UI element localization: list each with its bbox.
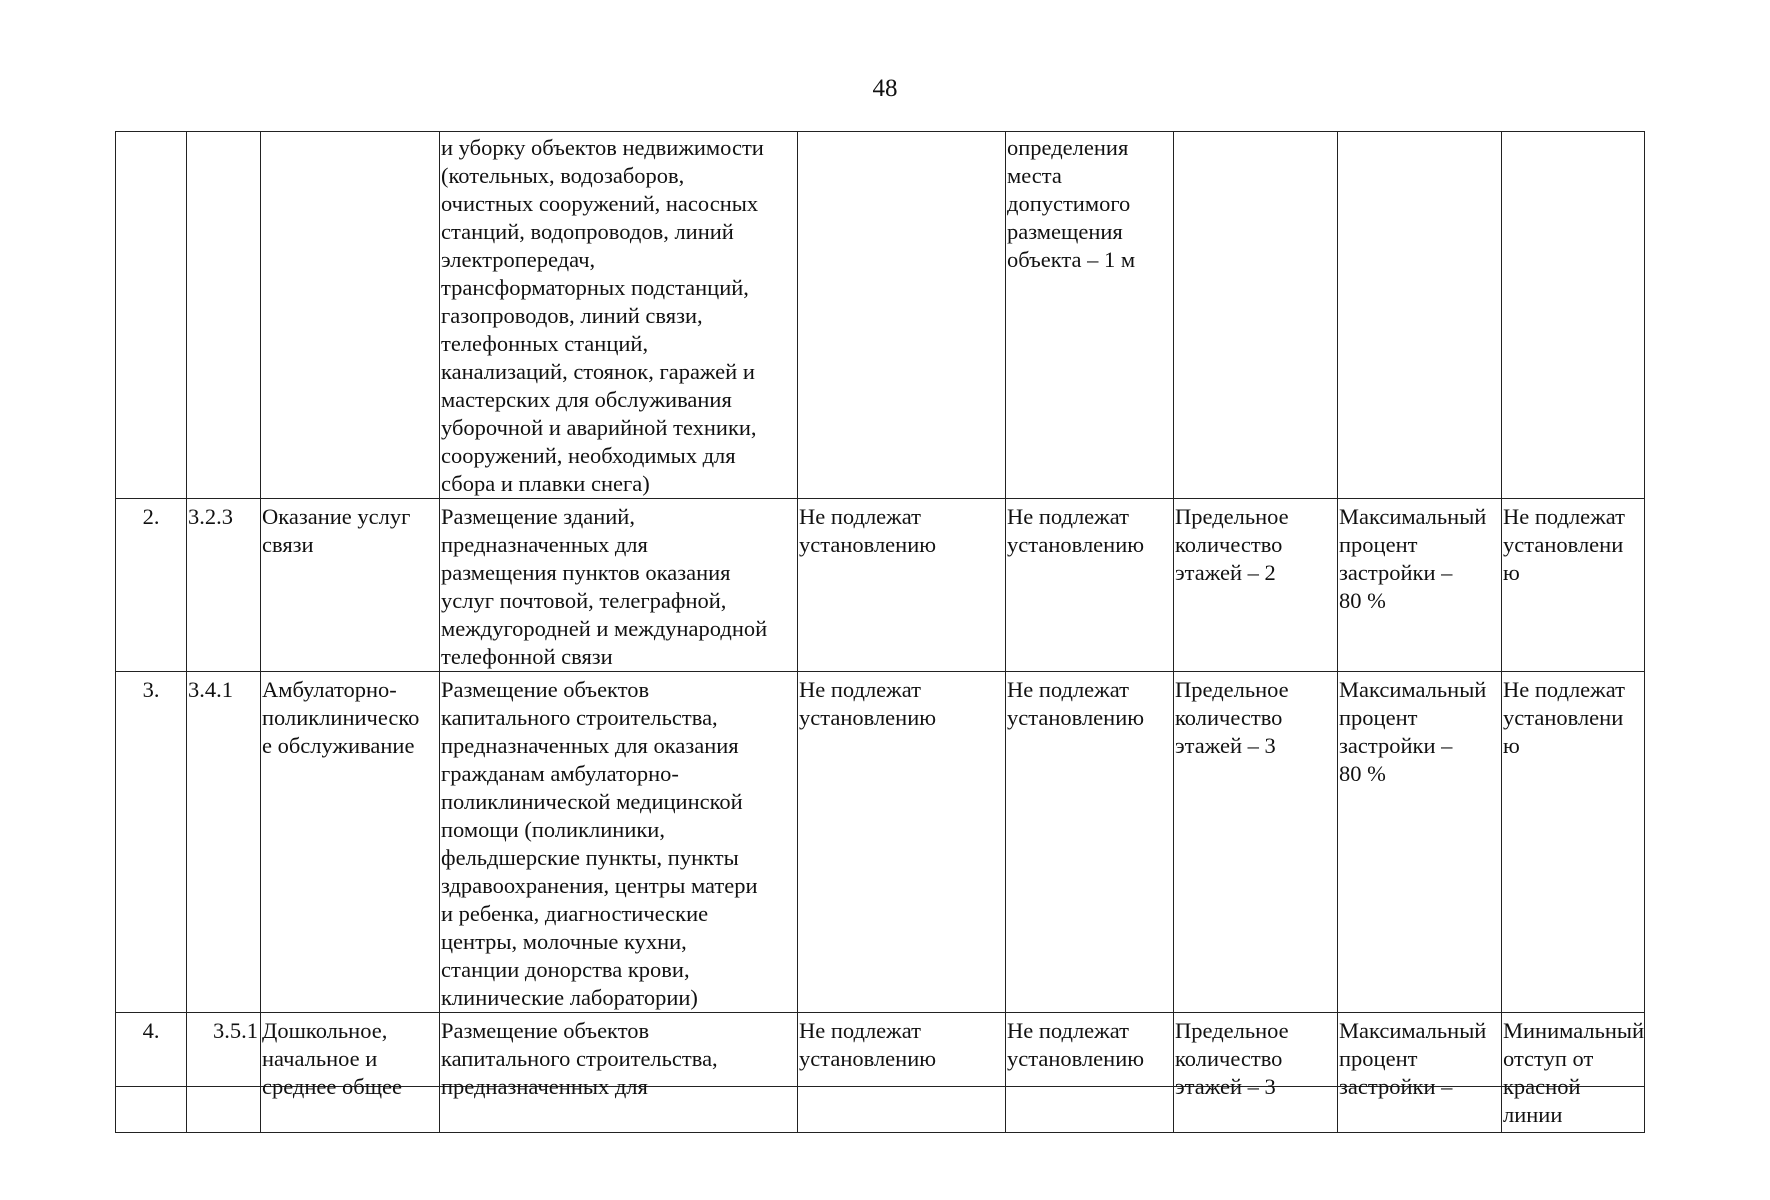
row-col6: Не подлежат установлению	[1006, 672, 1174, 1013]
row-code: 3.2.3	[187, 499, 261, 672]
row-col7: Предельное количество этажей – 2	[1174, 499, 1338, 672]
row-col7	[1174, 132, 1338, 499]
regulations-table	[115, 131, 1645, 1133]
row-description: Размещение объектов капитального строительства, предназначенных для оказания гражданам амбулаторно- поликлинической медицинской помощи (поликлиники, фельдшерские пункты, пункты здравоохранения, центры матери и ребенка, диагностические центры, молочные кухни, станции донорства крови, клинические лаборатории)	[440, 672, 798, 1013]
row-col6: Не подлежат установлению	[1006, 1013, 1174, 1133]
row-code: 3.4.1	[187, 672, 261, 1013]
row-col5: Не подлежат установлению	[798, 1013, 1006, 1133]
row-col5	[798, 132, 1006, 499]
page-number: 48	[872, 75, 898, 102]
row-col9: Не подлежат установлени ю	[1502, 672, 1645, 1013]
row-col7: Предельное количество этажей – 3	[1174, 1013, 1338, 1133]
row-number: 3.	[116, 672, 187, 1013]
row-col6: Не подлежат установлению	[1006, 499, 1174, 672]
row-col6: определения места допустимого размещения объекта – 1 м	[1006, 132, 1174, 499]
row-code: 3.5.1	[187, 1013, 261, 1133]
row-name	[261, 132, 440, 499]
table-row	[116, 672, 1645, 1013]
row-col8: Максимальный процент застройки –	[1338, 1013, 1502, 1133]
row-number: 2.	[116, 499, 187, 672]
row-col9: Минимальный отступ от красной линии	[1502, 1013, 1645, 1133]
row-col8: Максимальный процент застройки – 80 %	[1338, 672, 1502, 1013]
row-col9: Не подлежат установлени ю	[1502, 499, 1645, 672]
row-col7: Предельное количество этажей – 3	[1174, 672, 1338, 1013]
row-number	[116, 132, 187, 499]
row-description: Размещение объектов капитального строительства, предназначенных для	[440, 1013, 798, 1133]
row-col8	[1338, 132, 1502, 499]
row-description: Размещение зданий, предназначенных для размещения пунктов оказания услуг почтовой, телеграфной, междугородней и международной телефонной связи	[440, 499, 798, 672]
zoning-table	[115, 131, 1645, 1127]
row-code	[187, 132, 261, 499]
table-row	[116, 132, 1645, 499]
row-description: и уборку объектов недвижимости (котельных, водозаборов, очистных сооружений, насосных станций, водопроводов, линий электропередач, трансформаторных подстанций, газопроводов, линий связи, телефонных станций, канализаций, стоянок, гаражей и мастерских для обслуживания уборочной и аварийной техники, сооружений, необходимых для сбора и плавки снега)	[440, 132, 798, 499]
row-name: Дошкольное, начальное и среднее общее	[261, 1013, 440, 1133]
table-row	[116, 1013, 1645, 1133]
row-col9	[1502, 132, 1645, 499]
row-number: 4.	[116, 1013, 187, 1133]
row-col8: Максимальный процент застройки – 80 %	[1338, 499, 1502, 672]
row-name: Оказание услуг связи	[261, 499, 440, 672]
table-row	[116, 499, 1645, 672]
row-name: Амбулаторно- поликлиническо е обслуживание	[261, 672, 440, 1013]
row-col5: Не подлежат установлению	[798, 499, 1006, 672]
row-col5: Не подлежат установлению	[798, 672, 1006, 1013]
